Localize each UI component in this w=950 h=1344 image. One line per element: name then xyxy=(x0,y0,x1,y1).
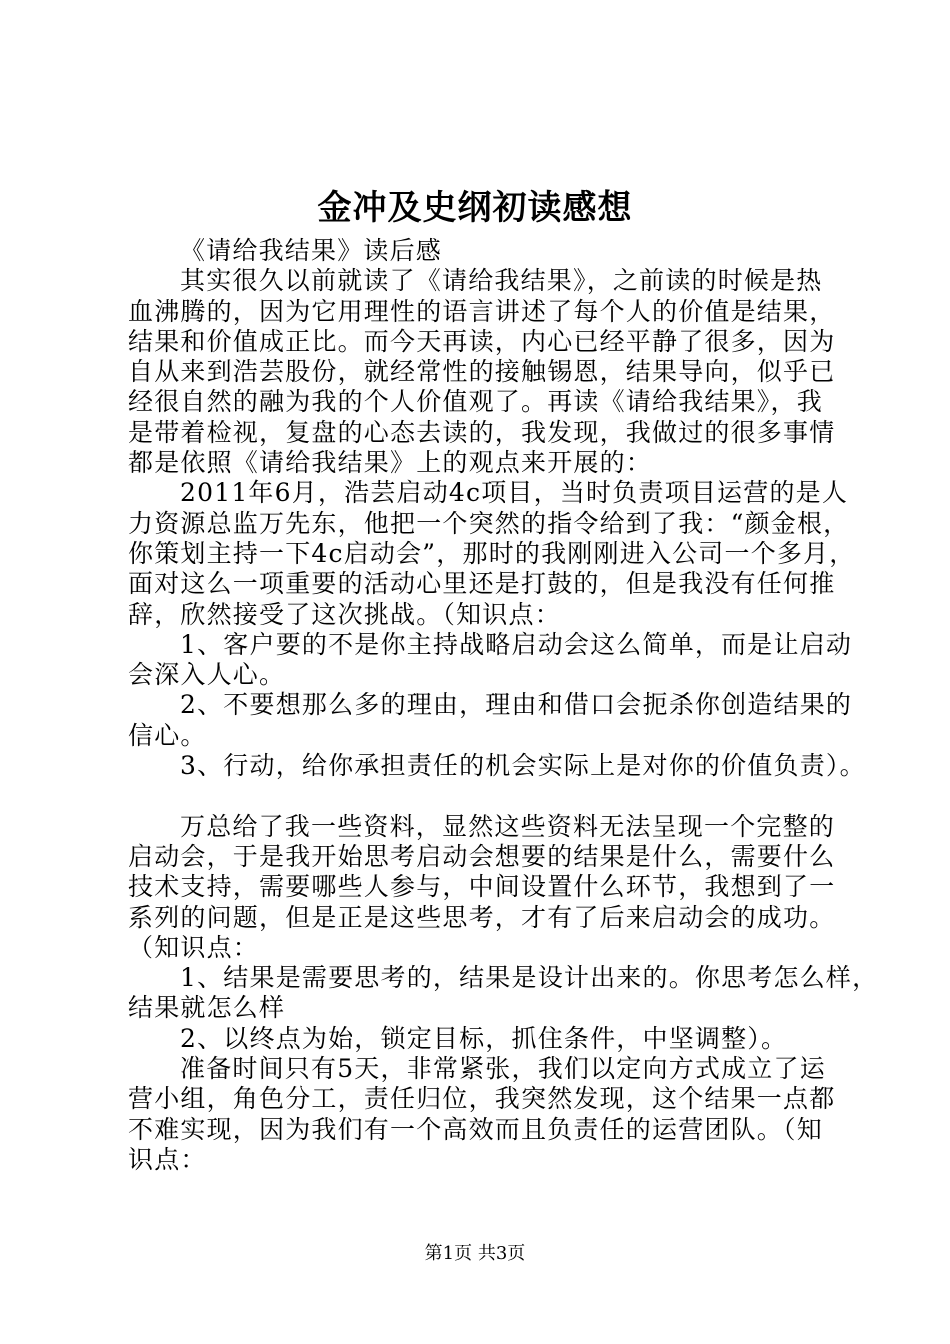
text-line: 信心。 xyxy=(128,720,207,750)
text-line: 2、以终点为始，锁定目标，抓住条件，中坚调整）。 xyxy=(180,1023,788,1053)
text-line: 你策划主持一下4c启动会”，那时的我刚刚进入公司一个多月， xyxy=(128,538,856,568)
text-line: 结果就怎么样 xyxy=(128,993,286,1023)
text-line: 识点： xyxy=(128,1144,207,1174)
text-line: 血沸腾的，因为它用理性的语言讲述了每个人的价值是结果， xyxy=(128,296,836,326)
blank-line xyxy=(128,781,844,811)
text-line: 结果和价值成正比。而今天再读，内心已经平静了很多，因为 xyxy=(128,326,836,356)
text-line: 万总给了我一些资料，显然这些资料无法呈现一个完整的 xyxy=(180,811,836,841)
page-footer: 第1页 共3页 xyxy=(424,1243,526,1264)
document-body xyxy=(128,236,879,1175)
text-line: 会深入人心。 xyxy=(128,660,286,690)
text-line: 其实很久以前就读了《请给我结果》，之前读的时候是热 xyxy=(180,266,823,296)
text-line: 面对这么一项重要的活动心里还是打鼓的，但是我没有任何推 xyxy=(128,569,836,599)
text-line: 2、不要想那么多的理由，理由和借口会扼杀你创造结果的 xyxy=(180,690,853,720)
document-title: 金冲及史纲初读感想 xyxy=(317,188,633,228)
text-line: 准备时间只有5天，非常紧张，我们以定向方式成立了运 xyxy=(180,1054,826,1084)
text-line: 不难实现，因为我们有一个高效而且负责任的运营团队。（知 xyxy=(128,1114,823,1144)
text-line: 力资源总监万先东，他把一个突然的指令给到了我：“颜金根， xyxy=(128,508,850,538)
text-line: （知识点： xyxy=(128,932,260,962)
text-line: 启动会，于是我开始思考启动会想要的结果是什么，需要什么 xyxy=(128,841,836,871)
text-line: 2011年6月，浩芸启动4c项目，当时负责项目运营的是人 xyxy=(180,478,849,508)
text-line: 辞，欣然接受了这次挑战。（知识点： xyxy=(128,599,561,629)
text-line: 技术支持，需要哪些人参与，中间设置什么环节，我想到了一 xyxy=(128,872,836,902)
text-line: 都是依照《请给我结果》上的观点来开展的： xyxy=(128,448,653,478)
text-line: 1、客户要的不是你主持战略启动会这么简单，而是让启动 xyxy=(180,629,853,659)
text-line: 3、行动，给你承担责任的机会实际上是对你的价值负责）。 xyxy=(180,751,866,781)
text-line: 经很自然的融为我的个人价值观了。再读《请给我结果》，我 xyxy=(128,387,823,417)
text-line: 系列的问题，但是正是这些思考，才有了后来启动会的成功。 xyxy=(128,902,836,932)
text-line: 《请给我结果》读后感 xyxy=(180,236,443,265)
text-line: 营小组，角色分工，责任归位，我突然发现，这个结果一点都 xyxy=(128,1084,836,1114)
text-line: 自从来到浩芸股份，就经常性的接触锡恩，结果导向，似乎已 xyxy=(128,357,836,387)
text-line: 是带着检视，复盘的心态去读的，我发现，我做过的很多事情 xyxy=(128,417,836,447)
text-line: 1、结果是需要思考的，结果是设计出来的。你思考怎么样， xyxy=(180,963,879,993)
